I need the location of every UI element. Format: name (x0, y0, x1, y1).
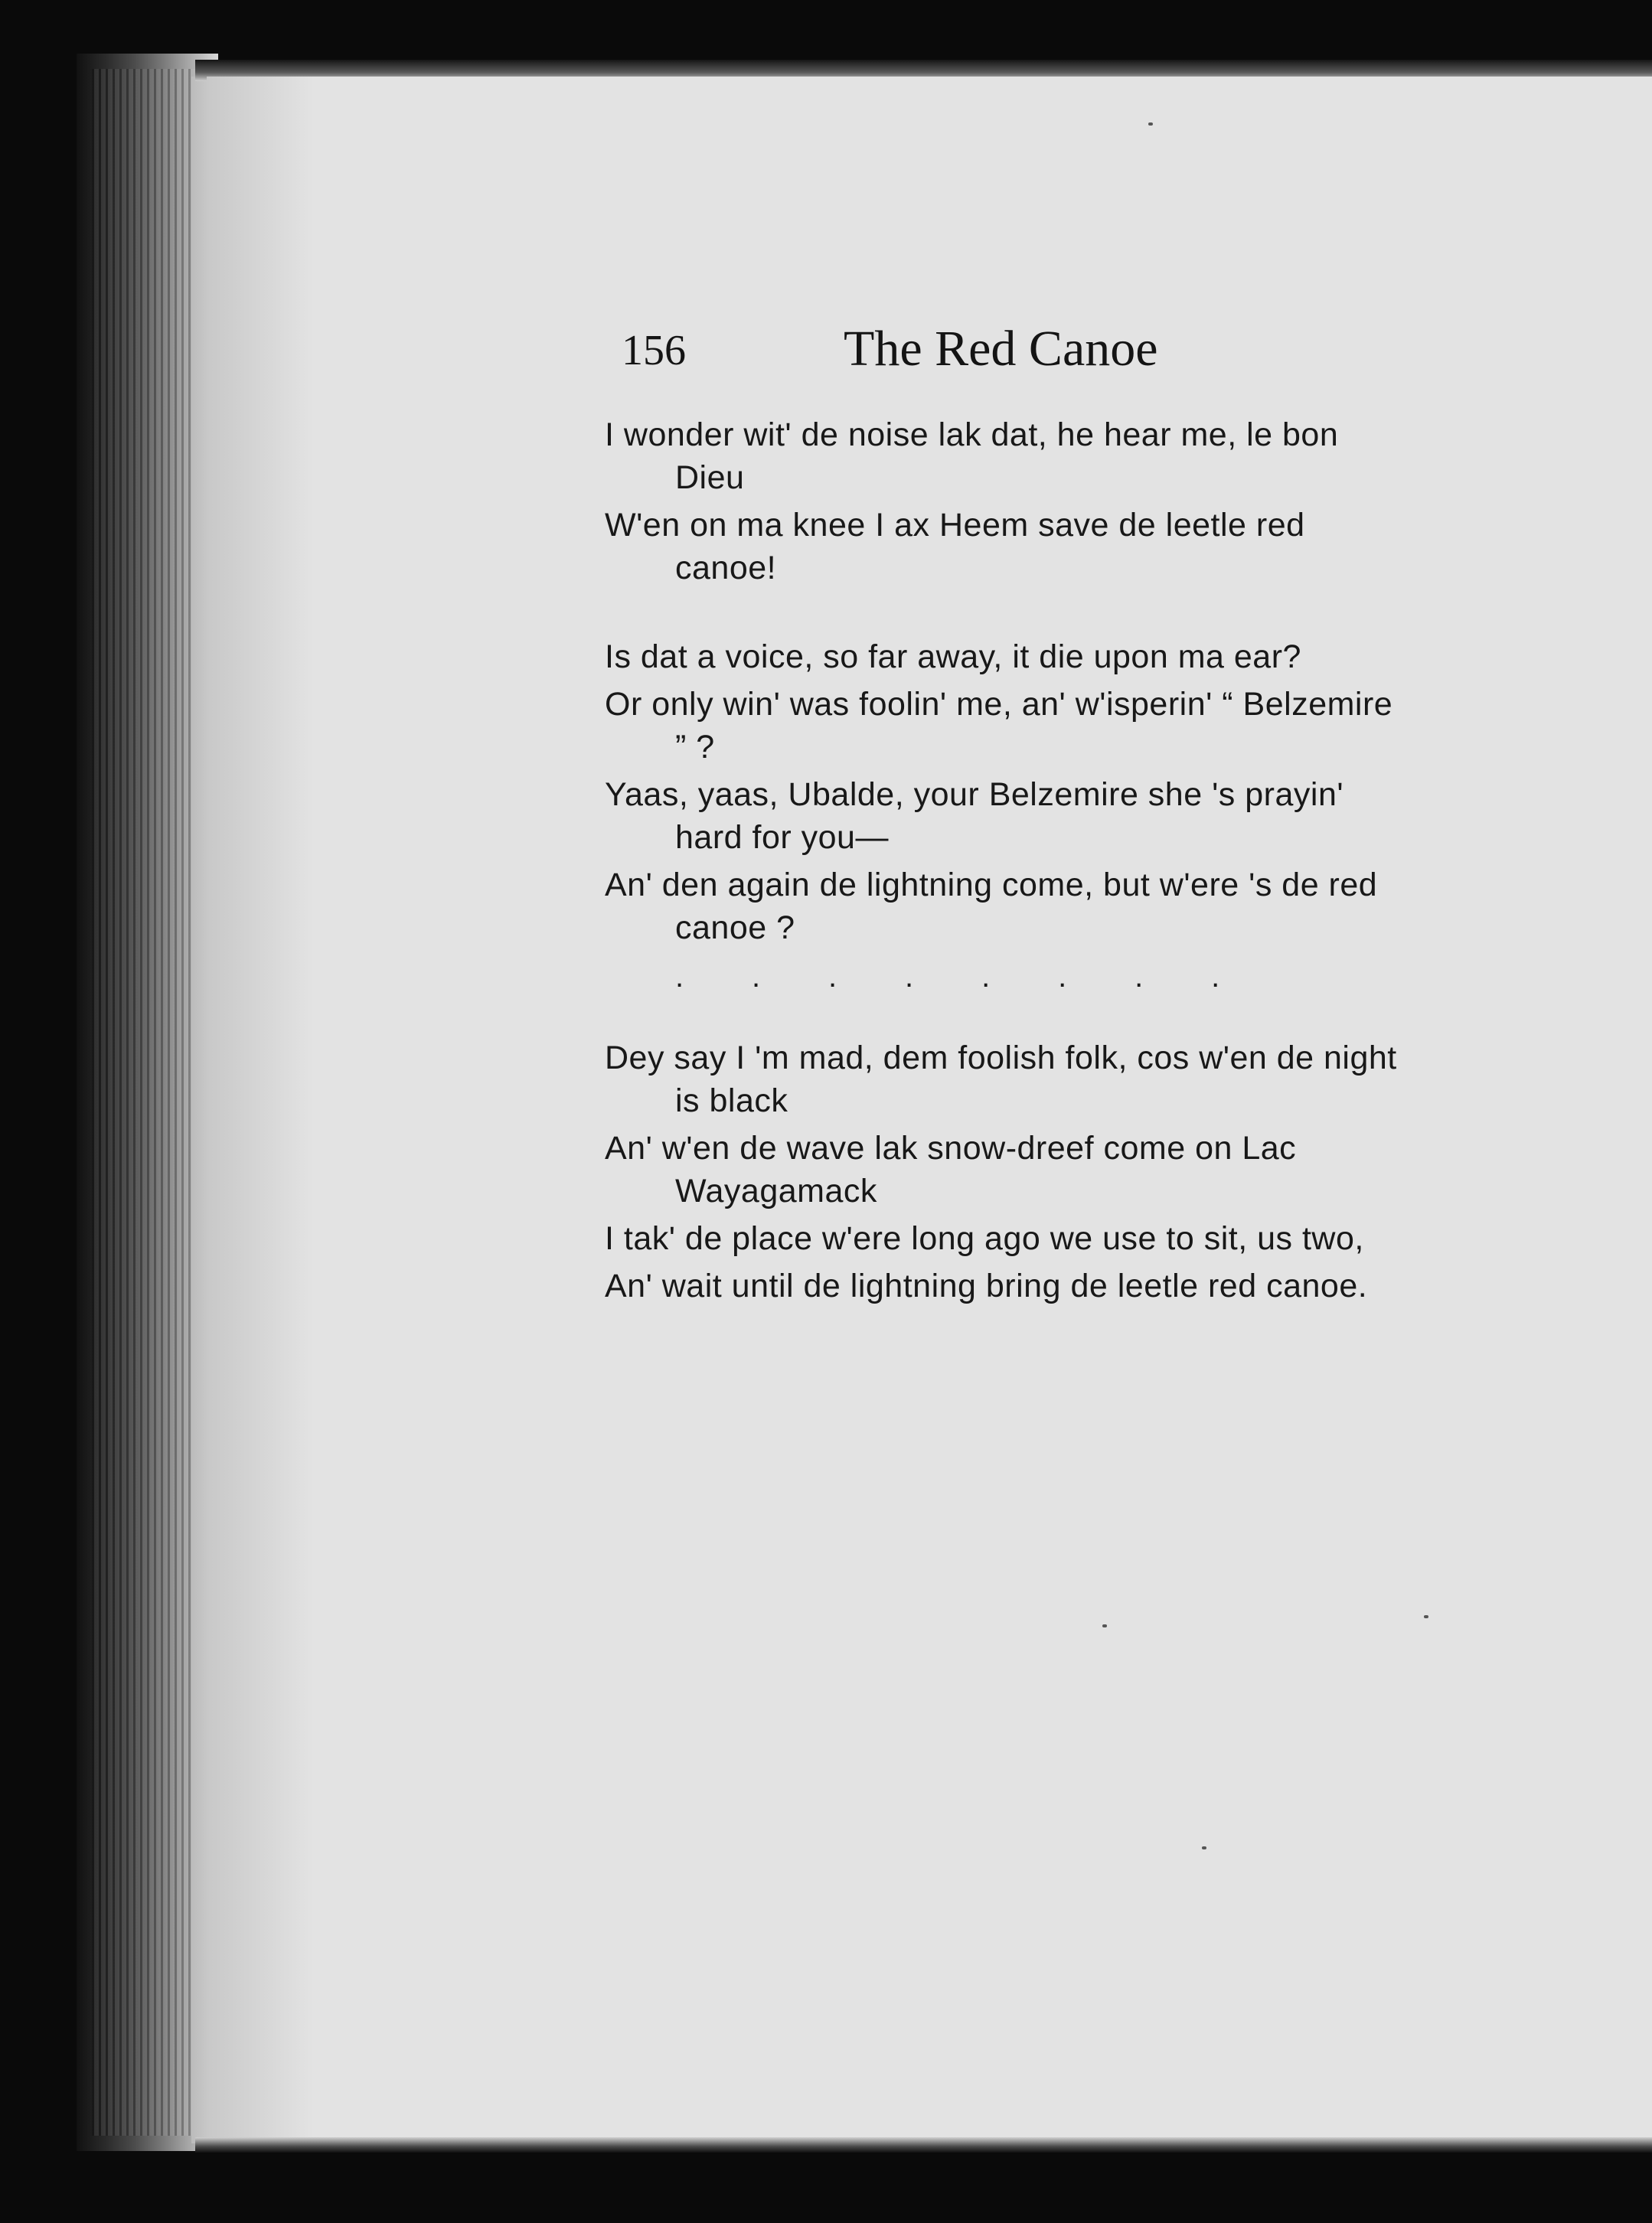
stanza (605, 413, 1409, 589)
paper-speck (1424, 1615, 1428, 1618)
poem-text (605, 413, 1409, 1353)
binding-texture (92, 69, 199, 2136)
poem-line: Is dat a voice, so far away, it die upon ma ear? (605, 638, 1301, 675)
poem-line: An' w'en de wave lak snow-dreef come on Lac Wayagamack (605, 1130, 1297, 1209)
poem-line: W'en on ma knee I ax Heem save de leetle red canoe! (605, 507, 1305, 586)
poem-line: An' wait until de lightning bring de leetle red canoe. (605, 1268, 1368, 1304)
poem-line: Or only win' was foolin' me, an' w'isperin' “ Belzemire ” ? (605, 686, 1393, 765)
poem-line: An' den again de lightning come, but w'ere 's de red canoe ? (605, 867, 1378, 946)
page-bottom-edge (195, 2137, 1652, 2153)
paper-speck (1202, 1846, 1206, 1849)
poem-line: I wonder wit' de noise lak dat, he hear me, le bon Dieu (605, 416, 1339, 496)
stanza (605, 635, 1409, 998)
page-header (622, 320, 1387, 381)
page-number: 156 (622, 327, 686, 374)
page-shadow (207, 77, 314, 2143)
poem-line: Dey say I 'm mad, dem foolish folk, cos w'en de night is black (605, 1040, 1397, 1119)
poem-line: Yaas, yaas, Ubalde, your Belzemire she 's prayin' hard for you— (605, 776, 1344, 856)
paper-speck (1102, 1624, 1107, 1627)
stanza (605, 1036, 1409, 1307)
section-break-dots: . . . . . . . . (675, 960, 1220, 994)
paper-speck (1148, 122, 1153, 126)
poem-line: I tak' de place w'ere long ago we use to sit, us two, (605, 1220, 1364, 1257)
running-title: The Red Canoe (844, 321, 1158, 377)
